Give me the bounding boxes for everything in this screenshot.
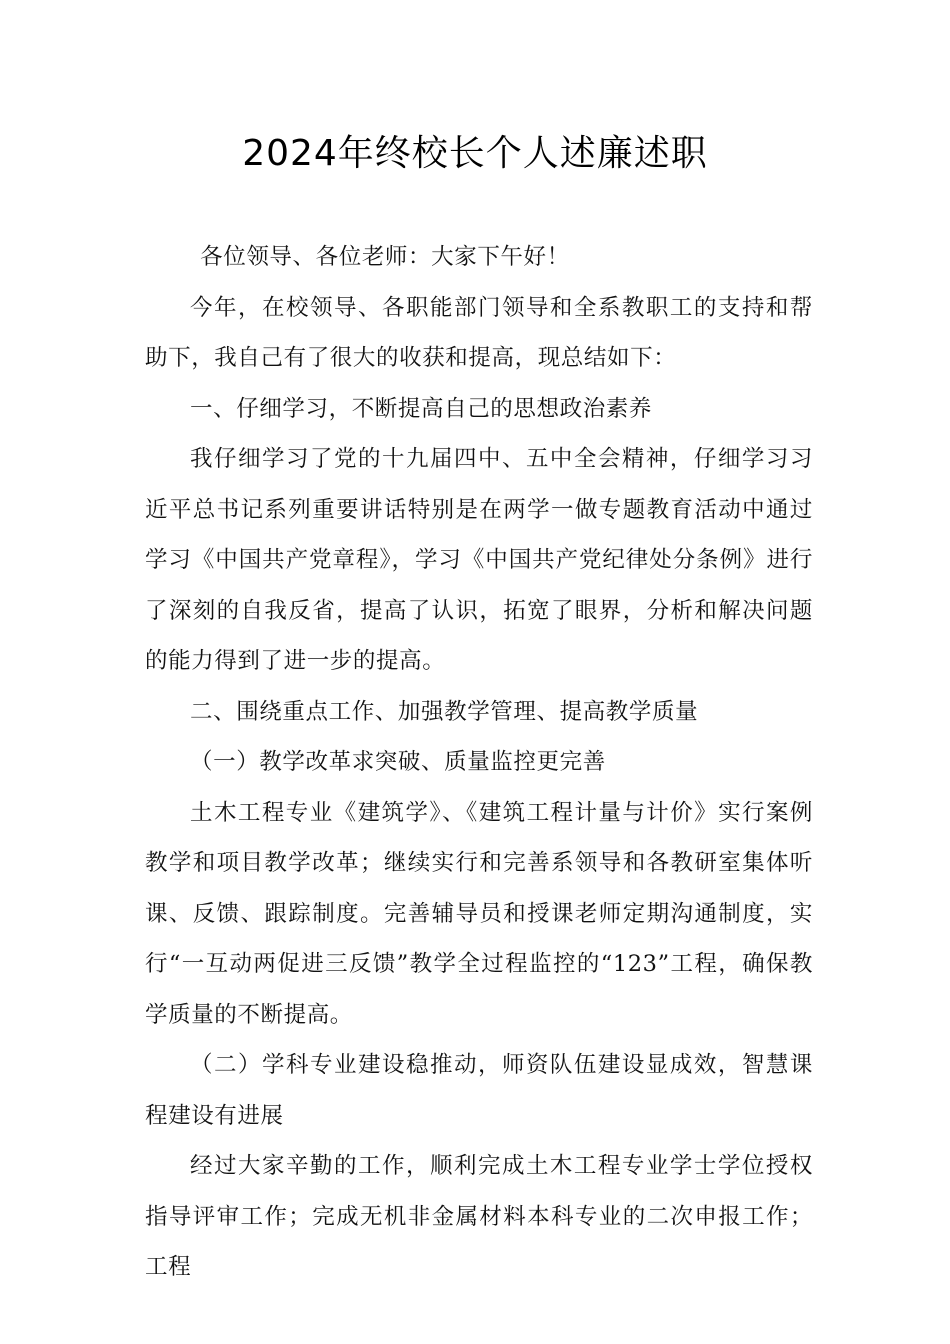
document-body [145, 232, 813, 1293]
subsection-1-paragraph: 土木工程专业《建筑学》、《建筑工程计量与计价》实行案例教学和项目教学改革；继续实行和完善系领导和各教研室集体听课、反馈、跟踪制度。完善辅导员和授课老师定期沟通制度，实行“一互动两促进三反馈”教学全过程监控的“123”工程，确保教学质量的不断提高。 [145, 799, 813, 1028]
greeting-paragraph: 各位领导、各位老师：大家下午好！ [200, 244, 570, 270]
section-1-paragraph: 我仔细学习了党的十九届四中、五中全会精神，仔细学习习近平总书记系列重要讲话特别是在两学一做专题教育活动中通过学习《中国共产党章程》，学习《中国共产党纪律处分条例》进行了深刻的自我反省，提高了认识，拓宽了眼界，分析和解决问题的能力得到了进一步的提高。 [145, 446, 813, 674]
document-title: 2024年终校长个人述廉述职 [242, 133, 708, 174]
subsection-2-paragraph: 经过大家辛勤的工作，顺利完成土木工程专业学士学位授权指导评审工作；完成无机非金属材料本科专业的二次申报工作；工程 [145, 1153, 813, 1280]
section-heading-2: 二、围绕重点工作、加强教学管理、提高教学质量 [190, 698, 699, 725]
subsection-heading-2: （二）学科专业建设稳推动，师资队伍建设显成效，智慧课程建设有进展 [145, 1052, 813, 1129]
intro-paragraph: 今年，在校领导、各职能部门领导和全系教职工的支持和帮助下，我自己有了很大的收获和提高，现总结如下： [145, 294, 813, 371]
subsection-heading-1: （一）教学改革求突破、质量监控更完善 [190, 749, 606, 775]
section-heading-1: 一、仔细学习，不断提高自己的思想政治素养 [190, 395, 653, 422]
